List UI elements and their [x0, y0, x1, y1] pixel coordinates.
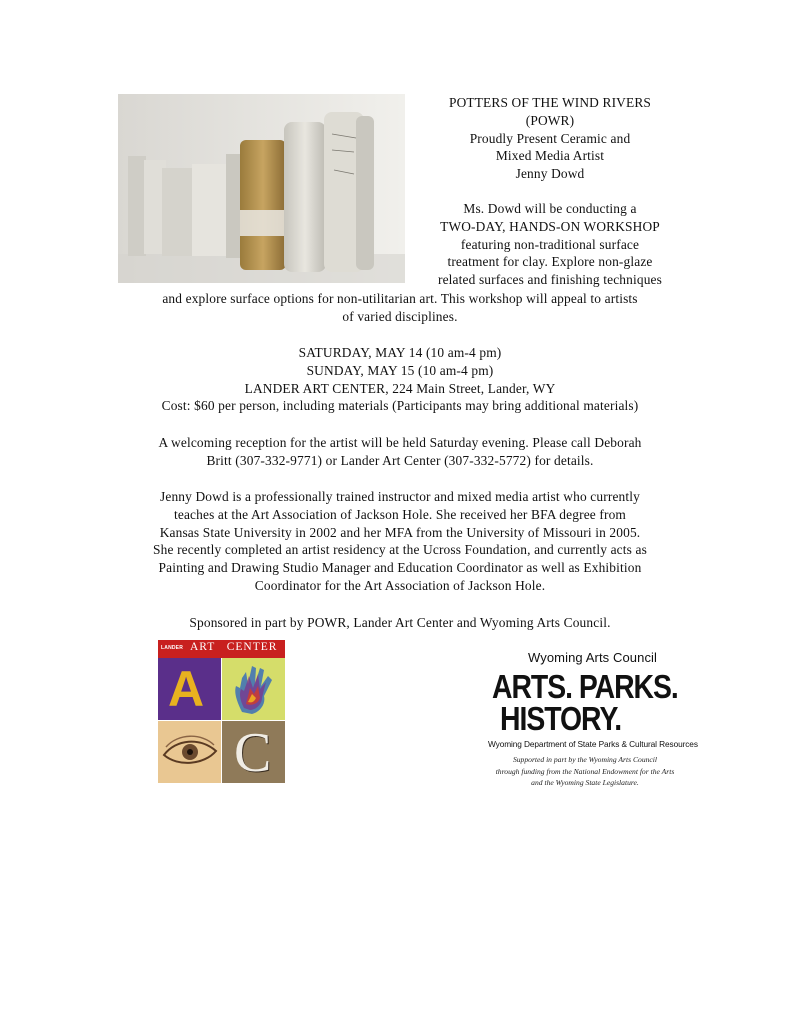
schedule-day-1: SATURDAY, MAY 14 (10 am-4 pm)	[298, 345, 502, 360]
workshop-intro-continued	[118, 290, 682, 326]
lac-logo-banner	[158, 640, 285, 658]
bio-line: Painting and Drawing Studio Manager and Education Coordinator as well as Exhibition	[158, 560, 642, 576]
reception-info	[118, 434, 682, 470]
artist-bio	[100, 488, 700, 595]
lac-logo-title: ART CENTER	[190, 641, 278, 653]
intro-line: treatment for clay. Explore non-glaze	[447, 254, 653, 270]
schedule-location: LANDER ART CENTER, 224 Main Street, Lander, WY	[244, 380, 556, 396]
lac-hand-tile	[222, 658, 285, 720]
lac-letter-c-tile	[222, 721, 285, 783]
lac-eye-tile	[158, 721, 221, 783]
lac-logo-small-text: LANDER	[161, 645, 184, 651]
bio-line: She recently completed an artist residency at the Ucross Foundation, and currently acts as	[153, 542, 647, 558]
hand-print-icon	[222, 658, 285, 720]
header-artist-name: Jenny Dowd	[515, 166, 585, 182]
bio-line: Kansas State University in 2002 and her MFA from the University of Missouri in 2005.	[159, 524, 641, 540]
wac-support-line: and the Wyoming State Legislature.	[531, 778, 639, 787]
intro-line: of varied disciplines.	[342, 308, 458, 324]
ceramic-books-illustration	[118, 94, 405, 283]
wac-slogan-line-2: HISTORY.	[500, 700, 622, 737]
intro-line: featuring non-traditional surface	[460, 236, 640, 252]
intro-line: and explore surface options for non-utilitarian art. This workshop will appeal to artists	[162, 291, 638, 306]
wac-support-note	[480, 754, 690, 789]
schedule-cost: Cost: $60 per person, including materials (Participants may bring additional materials)	[161, 398, 639, 414]
intro-line: related surfaces and finishing techniques	[437, 272, 663, 288]
wac-name: Wyoming Arts Council	[528, 650, 658, 665]
schedule-day-2: SUNDAY, MAY 15 (10 am-4 pm)	[306, 362, 494, 378]
header-org-abbrev: (POWR)	[525, 112, 575, 128]
lander-art-center-logo	[158, 640, 285, 782]
lac-letter-a: A	[168, 661, 205, 717]
header-present: Proudly Present Ceramic and	[469, 130, 631, 146]
sponsor-line: Sponsored in part by POWR, Lander Art Center and Wyoming Arts Council.	[189, 615, 611, 630]
header-org-name: POTTERS OF THE WIND RIVERS	[448, 95, 652, 110]
bio-line: Jenny Dowd is a professionally trained instructor and mixed media artist who currently	[160, 489, 640, 504]
event-header	[410, 94, 690, 183]
wac-department: Wyoming Department of State Parks & Cultural Resources	[488, 739, 698, 749]
intro-line: TWO-DAY, HANDS-ON WORKSHOP	[440, 218, 660, 234]
bio-line: teaches at the Art Association of Jackson Hole. She received her BFA degree from	[173, 506, 627, 522]
wac-slogan-line-1: ARTS. PARKS.	[492, 668, 678, 705]
lac-letter-c: C	[234, 722, 272, 783]
reception-line: Britt (307-332-9771) or Lander Art Center (307-332-5772) for details.	[206, 452, 594, 468]
schedule-block	[118, 344, 682, 415]
bio-line: Coordinator for the Art Association of Jackson Hole.	[254, 577, 546, 593]
wac-support-line: Supported in part by the Wyoming Arts Council	[512, 755, 658, 764]
ceramic-books-photo	[118, 94, 405, 283]
intro-line: Ms. Dowd will be conducting a	[463, 201, 637, 216]
eye-sketch-icon	[158, 721, 221, 783]
lac-letter-a-tile	[158, 658, 221, 720]
header-artist-type: Mixed Media Artist	[495, 148, 605, 164]
wac-support-line: through funding from the National Endowment for the Arts	[495, 766, 675, 776]
workshop-intro	[410, 200, 690, 289]
reception-line: A welcoming reception for the artist will be held Saturday evening. Please call Deborah	[158, 435, 642, 450]
